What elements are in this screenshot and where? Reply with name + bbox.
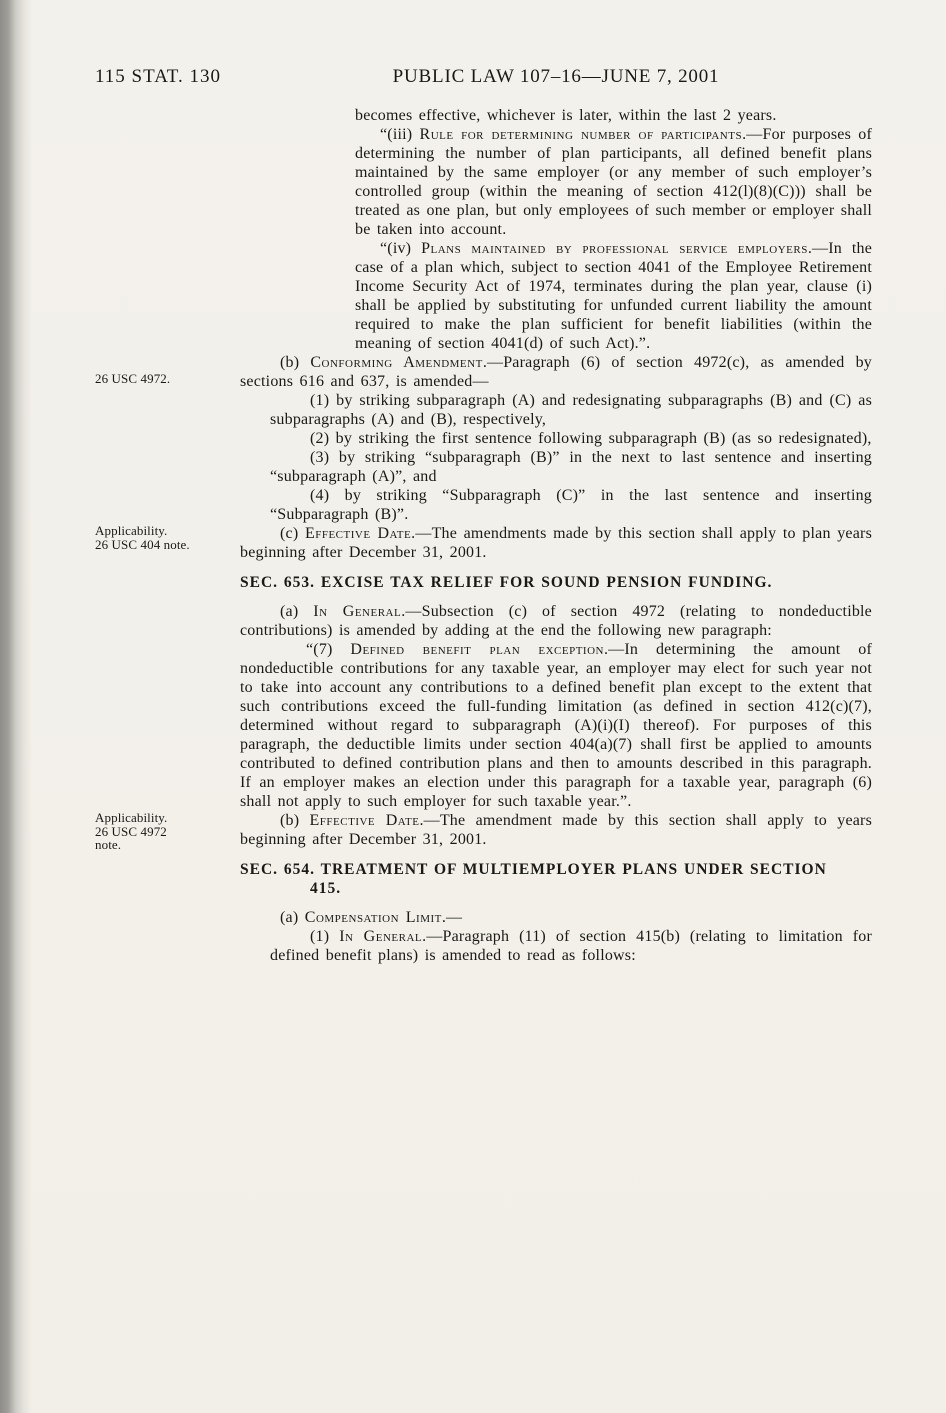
text-run: becomes effective, whichever is later, within the last 2 years. xyxy=(355,107,777,124)
text-run: .—The amendments made by this section shall apply to plan years beginning after December 31, 2001. xyxy=(240,525,872,561)
small-caps-label: In General xyxy=(313,603,402,620)
law-title: PUBLIC LAW 107–16—JUNE 7, 2001 xyxy=(392,66,720,87)
statute-paragraph xyxy=(270,429,872,448)
small-caps-label: Effective Date xyxy=(304,525,412,542)
statute-paragraph xyxy=(240,640,872,811)
margin-note-line: 26 USC 404 note. xyxy=(95,536,190,552)
text-run: (b) xyxy=(280,354,311,371)
statute-paragraph xyxy=(240,353,872,391)
statute-paragraph xyxy=(240,811,872,849)
margin-note xyxy=(95,372,237,386)
statute-paragraph xyxy=(270,391,872,429)
text-run: (b) xyxy=(280,812,310,829)
margin-note-line: note. xyxy=(95,837,122,852)
statute-paragraph xyxy=(240,524,872,562)
statute-paragraph xyxy=(240,908,872,927)
statute-paragraph xyxy=(240,602,872,640)
statute-paragraph xyxy=(355,106,872,125)
small-caps-label: Rule for determining number of participants xyxy=(419,126,743,143)
text-run: 415. xyxy=(310,880,342,897)
small-caps-label: Effective Date xyxy=(309,812,420,829)
margin-note-line: Applicability. xyxy=(95,523,168,538)
text-run: .—In determining the amount of nondeductible contributions for any taxable year, an employer may elect for such year not to take into account any contributions to a defined benefit plan except to the extent that such contributions exceed the full-funding limitation (as defined in section 412(c)(7), determined without regard to subparagraph (A)(i)(I) thereof). For purposes of this paragraph, the deductible limits under section 404(a)(7) shall first be applied to amounts contributed to defined contribution plans and then to amounts described in this paragraph. If an employer makes an election under this paragraph for a taxable year, paragraph (6) shall not apply to such employer for such taxable year.”. xyxy=(240,641,872,810)
small-caps-label: In General xyxy=(339,928,423,945)
text-run: (1) by striking subparagraph (A) and redesignating subparagraphs (B) and (C) as subparagraphs (A) and (B), respectively, xyxy=(270,392,872,428)
statute-paragraph xyxy=(270,927,872,965)
text-run: (a) xyxy=(280,909,305,926)
small-caps-label: Conforming Amendment xyxy=(310,354,483,371)
margin-note xyxy=(95,811,237,852)
text-run: .—Paragraph (6) of section 4972(c), as amended by sections 616 and 637, is amended— xyxy=(240,354,873,390)
text-run: .— xyxy=(441,909,463,926)
text-run: (1) xyxy=(310,928,340,945)
small-caps-label: Plans maintained by professional service employers xyxy=(421,240,808,257)
text-run: SEC. 653. EXCISE TAX RELIEF FOR SOUND PENSION FUNDING. xyxy=(240,574,773,591)
text-run: (3) by striking “subparagraph (B)” in the next to last sentence and inserting “subparagraph (A)”, and xyxy=(270,449,872,485)
small-caps-label: Defined benefit plan exception xyxy=(350,641,604,658)
margin-note-line: 26 USC 4972. xyxy=(95,371,171,386)
text-run: .—For purposes of determining the number of plan participants, all defined benefit plans maintained by the same employer (or any member of such employer’s controlled group (within the meaning of section 412(l)(8)(C))) shall be treated as one plan, but only employees of such member or employer shall be taken into account. xyxy=(355,126,872,238)
text-run: .—Paragraph (11) of section 415(b) (relating to limitation for defined benefit plans) is amended to read as follows: xyxy=(270,928,873,964)
text-run: “(iv) xyxy=(380,240,422,257)
text-run: .—The amendment made by this section shall apply to years beginning after December 31, 2001. xyxy=(240,812,873,848)
statute-paragraph xyxy=(355,239,872,353)
text-run: .—In the case of a plan which, subject to section 4041 of the Employee Retirement Income Security Act of 1974, terminates during the plan year, clause (i) shall be applied by substituting for unfunded current liability the amount required to make the plan sufficient for benefit liabilities (within the meaning of section 4041(d) of such Act).”. xyxy=(355,240,873,352)
statute-paragraph xyxy=(270,486,872,524)
text-run: .—Subsection (c) of section 4972 (relating to nondeductible contributions) is amended by adding at the end the following new paragraph: xyxy=(240,603,872,639)
margin-note xyxy=(95,524,237,551)
text-run: (a) xyxy=(280,603,314,620)
statute-paragraph xyxy=(355,125,872,239)
section-heading xyxy=(240,573,872,592)
statute-text xyxy=(240,106,872,965)
text-run: (2) by striking the first sentence following subparagraph (B) (as so redesignated), xyxy=(310,430,872,447)
section-heading xyxy=(240,860,872,898)
text-run: SEC. 654. TREATMENT OF MULTIEMPLOYER PLANS UNDER SECTION xyxy=(240,861,827,878)
statute-paragraph xyxy=(270,448,872,486)
text-run: “(iii) xyxy=(380,126,420,143)
text-run: (4) by striking “Subparagraph (C)” in the last sentence and inserting “Subparagraph (B)”. xyxy=(270,487,872,523)
small-caps-label: Compensation Limit xyxy=(304,909,442,926)
margin-note-line: Applicability. xyxy=(95,810,168,825)
text-run: (c) xyxy=(280,525,305,542)
margin-note-line: 26 USC 4972 xyxy=(95,823,167,839)
stat-page-number: 115 STAT. 130 xyxy=(95,66,222,87)
text-run: “(7) xyxy=(306,641,351,658)
